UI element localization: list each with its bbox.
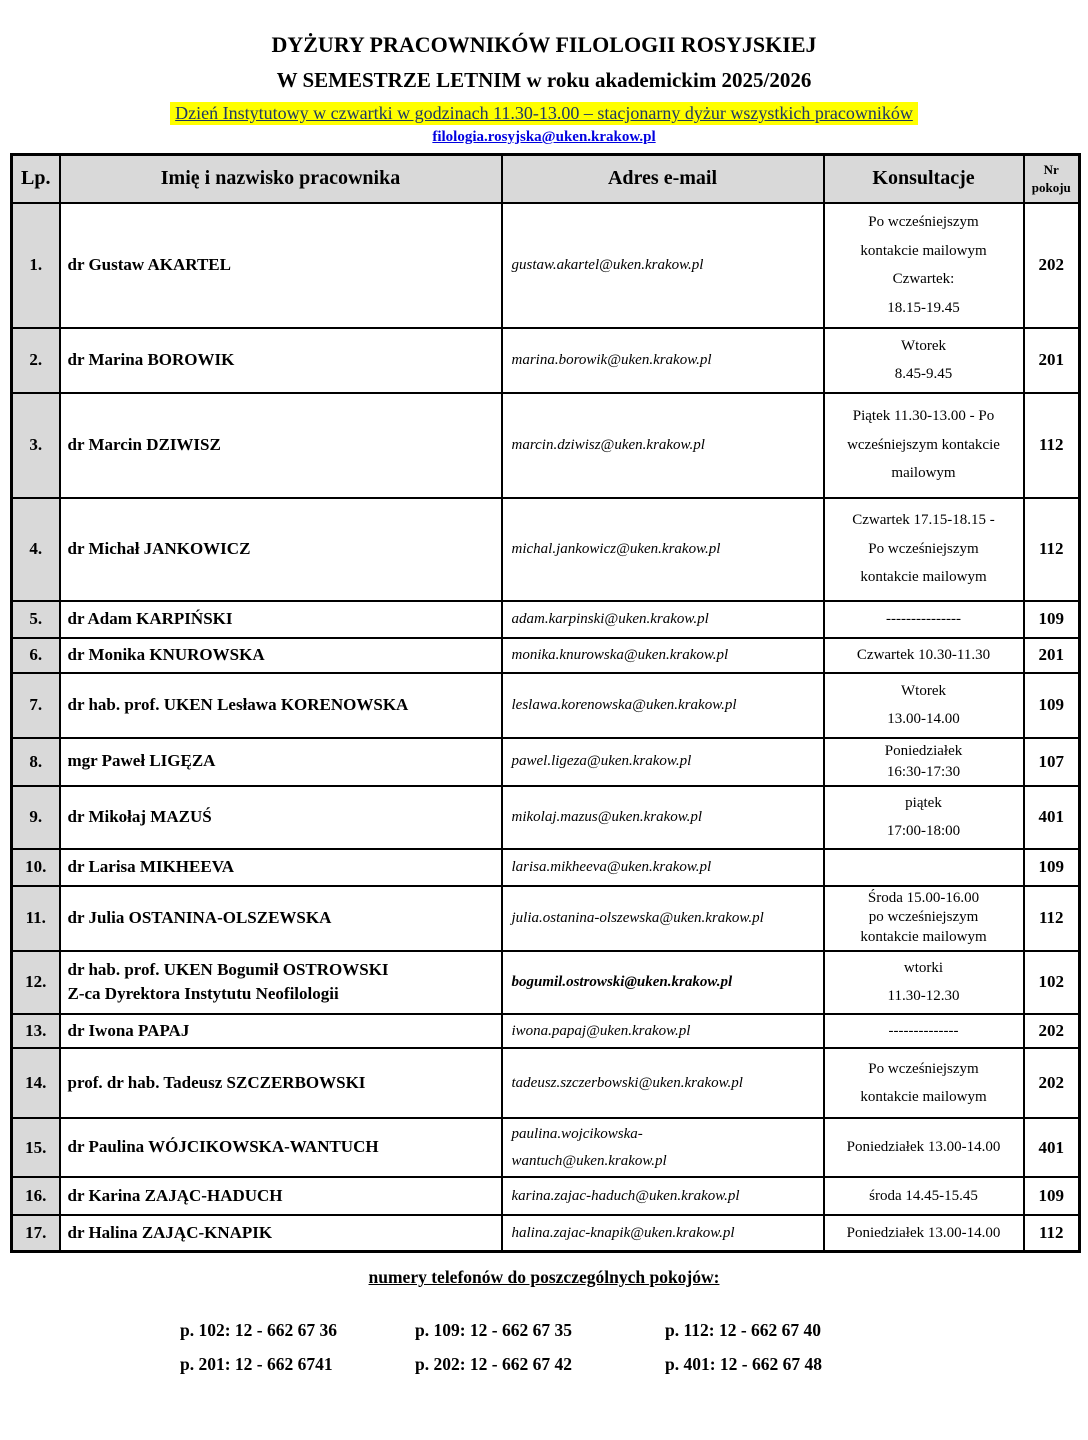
consult-cell: Piątek 11.30-13.00 - Po wcześniejszym kontakcie mailowym xyxy=(824,393,1024,498)
consult-cell: środa 14.45-15.45 xyxy=(824,1177,1024,1215)
table-row xyxy=(12,393,1080,498)
email-cell: gustaw.akartel@uken.krakow.pl xyxy=(502,203,824,328)
consult-cell: Wtorek 8.45-9.45 xyxy=(824,328,1024,393)
consult-cell: Wtorek 13.00-14.00 xyxy=(824,673,1024,738)
lp-cell: 8. xyxy=(12,738,60,786)
table-row xyxy=(12,328,1080,393)
room-cell: 401 xyxy=(1024,786,1080,849)
lp-cell: 16. xyxy=(12,1177,60,1215)
table-row xyxy=(12,638,1080,673)
room-cell: 202 xyxy=(1024,1014,1080,1049)
email-cell: adam.karpinski@uken.krakow.pl xyxy=(502,601,824,638)
table-row xyxy=(12,1014,1080,1049)
email-cell: michal.jankowicz@uken.krakow.pl xyxy=(502,498,824,601)
name-cell: mgr Paweł LIGĘZA xyxy=(60,738,502,786)
room-cell: 112 xyxy=(1024,393,1080,498)
table-row xyxy=(12,1215,1080,1252)
name-cell: dr Marcin DZIWISZ xyxy=(60,393,502,498)
lp-cell: 13. xyxy=(12,1014,60,1049)
name-cell: prof. dr hab. Tadeusz SZCZERBOWSKI xyxy=(60,1048,502,1118)
email-cell: tadeusz.szczerbowski@uken.krakow.pl xyxy=(502,1048,824,1118)
name-cell: dr Marina BOROWIK xyxy=(60,328,502,393)
lp-cell: 9. xyxy=(12,786,60,849)
table-row xyxy=(12,498,1080,601)
phone-entry: p. 112: 12 - 662 67 40 xyxy=(665,1320,822,1341)
department-email-wrap xyxy=(0,128,1088,146)
consult-cell: Poniedziałek 13.00-14.00 xyxy=(824,1215,1024,1252)
phone-entry: p. 401: 12 - 662 67 48 xyxy=(665,1354,823,1375)
table-row xyxy=(12,1177,1080,1215)
lp-cell: 10. xyxy=(12,849,60,886)
email-cell: karina.zajac-haduch@uken.krakow.pl xyxy=(502,1177,824,1215)
table-row xyxy=(12,601,1080,638)
email-cell: pawel.ligeza@uken.krakow.pl xyxy=(502,738,824,786)
phone-entry: p. 202: 12 - 662 67 42 xyxy=(415,1354,573,1375)
email-cell: julia.ostanina-olszewska@uken.krakow.pl xyxy=(502,886,824,951)
room-cell: 109 xyxy=(1024,673,1080,738)
table-row xyxy=(12,786,1080,849)
name-cell: dr Larisa MIKHEEVA xyxy=(60,849,502,886)
consult-cell: Czwartek 10.30-11.30 xyxy=(824,638,1024,673)
page-subtitle: W SEMESTRZE LETNIM w roku akademickim 2025/2026 xyxy=(276,68,812,92)
lp-cell: 7. xyxy=(12,673,60,738)
col-header-consult: Konsultacje xyxy=(824,155,1024,203)
department-email-link[interactable]: filologia.rosyjska@uken.krakow.pl xyxy=(432,129,656,145)
room-cell: 112 xyxy=(1024,498,1080,601)
table-row xyxy=(12,673,1080,738)
consult-cell: piątek 17:00-18:00 xyxy=(824,786,1024,849)
institute-day-banner-wrap xyxy=(0,102,1088,125)
col-header-lp: Lp. xyxy=(12,155,60,203)
col-header-room-line2: pokoju xyxy=(1031,179,1071,195)
phone-list xyxy=(180,1320,1088,1375)
lp-cell: 4. xyxy=(12,498,60,601)
phone-entry: p. 109: 12 - 662 67 35 xyxy=(415,1320,573,1341)
lp-cell: 11. xyxy=(12,886,60,951)
col-header-email: Adres e-mail xyxy=(502,155,824,203)
name-cell: dr Michał JANKOWICZ xyxy=(60,498,502,601)
email-cell: leslawa.korenowska@uken.krakow.pl xyxy=(502,673,824,738)
name-cell: dr Monika KNUROWSKA xyxy=(60,638,502,673)
consult-cell: --------------- xyxy=(824,601,1024,638)
lp-cell: 6. xyxy=(12,638,60,673)
consult-cell: Poniedziałek 16:30-17:30 xyxy=(824,738,1024,786)
room-cell: 112 xyxy=(1024,886,1080,951)
lp-cell: 15. xyxy=(12,1118,60,1177)
table-row xyxy=(12,1048,1080,1118)
consult-cell: Środa 15.00-16.00 po wcześniejszym kontakcie mailowym xyxy=(824,886,1024,951)
consult-cell: Po wcześniejszym kontakcie mailowym xyxy=(824,1048,1024,1118)
lp-cell: 14. xyxy=(12,1048,60,1118)
name-cell: dr Halina ZAJĄC-KNAPIK xyxy=(60,1215,502,1252)
email-cell: monika.knurowska@uken.krakow.pl xyxy=(502,638,824,673)
table-header-row xyxy=(12,155,1080,203)
lp-cell: 5. xyxy=(12,601,60,638)
lp-cell: 3. xyxy=(12,393,60,498)
email-cell: paulina.wojcikowska- wantuch@uken.krakow.pl xyxy=(502,1118,824,1177)
room-cell: 102 xyxy=(1024,951,1080,1014)
name-cell: dr Adam KARPIŃSKI xyxy=(60,601,502,638)
consult-cell: Czwartek 17.15-18.15 - Po wcześniejszym kontakcie mailowym xyxy=(824,498,1024,601)
name-cell: dr Mikołaj MAZUŚ xyxy=(60,786,502,849)
room-cell: 107 xyxy=(1024,738,1080,786)
table-row xyxy=(12,203,1080,328)
table-row xyxy=(12,951,1080,1014)
table-row xyxy=(12,1118,1080,1177)
room-cell: 202 xyxy=(1024,203,1080,328)
col-header-room-line1: Nr xyxy=(1043,162,1059,178)
consult-cell: Po wcześniejszym kontakcie mailowym Czwartek: 18.15-19.45 xyxy=(824,203,1024,328)
room-cell: 112 xyxy=(1024,1215,1080,1252)
lp-cell: 12. xyxy=(12,951,60,1014)
email-cell: marcin.dziwisz@uken.krakow.pl xyxy=(502,393,824,498)
email-cell: mikolaj.mazus@uken.krakow.pl xyxy=(502,786,824,849)
room-cell: 109 xyxy=(1024,1177,1080,1215)
email-cell: marina.borowik@uken.krakow.pl xyxy=(502,328,824,393)
lp-cell: 17. xyxy=(12,1215,60,1252)
name-cell: dr Julia OSTANINA-OLSZEWSKA xyxy=(60,886,502,951)
room-cell: 109 xyxy=(1024,849,1080,886)
consult-cell: wtorki 11.30-12.30 xyxy=(824,951,1024,1014)
staff-duty-table xyxy=(10,153,1081,1253)
room-cell: 201 xyxy=(1024,638,1080,673)
email-cell: bogumil.ostrowski@uken.krakow.pl xyxy=(502,951,824,1014)
email-cell: halina.zajac-knapik@uken.krakow.pl xyxy=(502,1215,824,1252)
col-header-name: Imię i nazwisko pracownika xyxy=(60,155,502,203)
name-cell: dr Gustaw AKARTEL xyxy=(60,203,502,328)
room-cell: 202 xyxy=(1024,1048,1080,1118)
table-row xyxy=(12,849,1080,886)
email-cell: iwona.papaj@uken.krakow.pl xyxy=(502,1014,824,1049)
consult-cell: Poniedziałek 13.00-14.00 xyxy=(824,1118,1024,1177)
table-row xyxy=(12,886,1080,951)
room-cell: 109 xyxy=(1024,601,1080,638)
name-cell: dr hab. prof. UKEN Bogumił OSTROWSKI Z-ca Dyrektora Instytutu Neofilologii xyxy=(60,951,502,1014)
phones-heading: numery telefonów do poszczególnych pokojów: xyxy=(368,1267,720,1288)
phone-entry: p. 201: 12 - 662 6741 xyxy=(180,1354,333,1375)
col-header-room xyxy=(1024,155,1080,203)
room-cell: 401 xyxy=(1024,1118,1080,1177)
lp-cell: 2. xyxy=(12,328,60,393)
consult-cell: -------------- xyxy=(824,1014,1024,1049)
phone-entry: p. 102: 12 - 662 67 36 xyxy=(180,1320,338,1341)
institute-day-banner: Dzień Instytutowy w czwartki w godzinach 11.30-13.00 – stacjonarny dyżur wszystkich pracowników xyxy=(170,102,918,125)
name-cell: dr Paulina WÓJCIKOWSKA-WANTUCH xyxy=(60,1118,502,1177)
page-title: DYŻURY PRACOWNIKÓW FILOLOGII ROSYJSKIEJ xyxy=(271,32,817,57)
name-cell: dr Iwona PAPAJ xyxy=(60,1014,502,1049)
lp-cell: 1. xyxy=(12,203,60,328)
email-cell: larisa.mikheeva@uken.krakow.pl xyxy=(502,849,824,886)
room-cell: 201 xyxy=(1024,328,1080,393)
name-cell: dr hab. prof. UKEN Lesława KORENOWSKA xyxy=(60,673,502,738)
table-row xyxy=(12,738,1080,786)
name-cell: dr Karina ZAJĄC-HADUCH xyxy=(60,1177,502,1215)
consult-cell xyxy=(824,849,1024,886)
